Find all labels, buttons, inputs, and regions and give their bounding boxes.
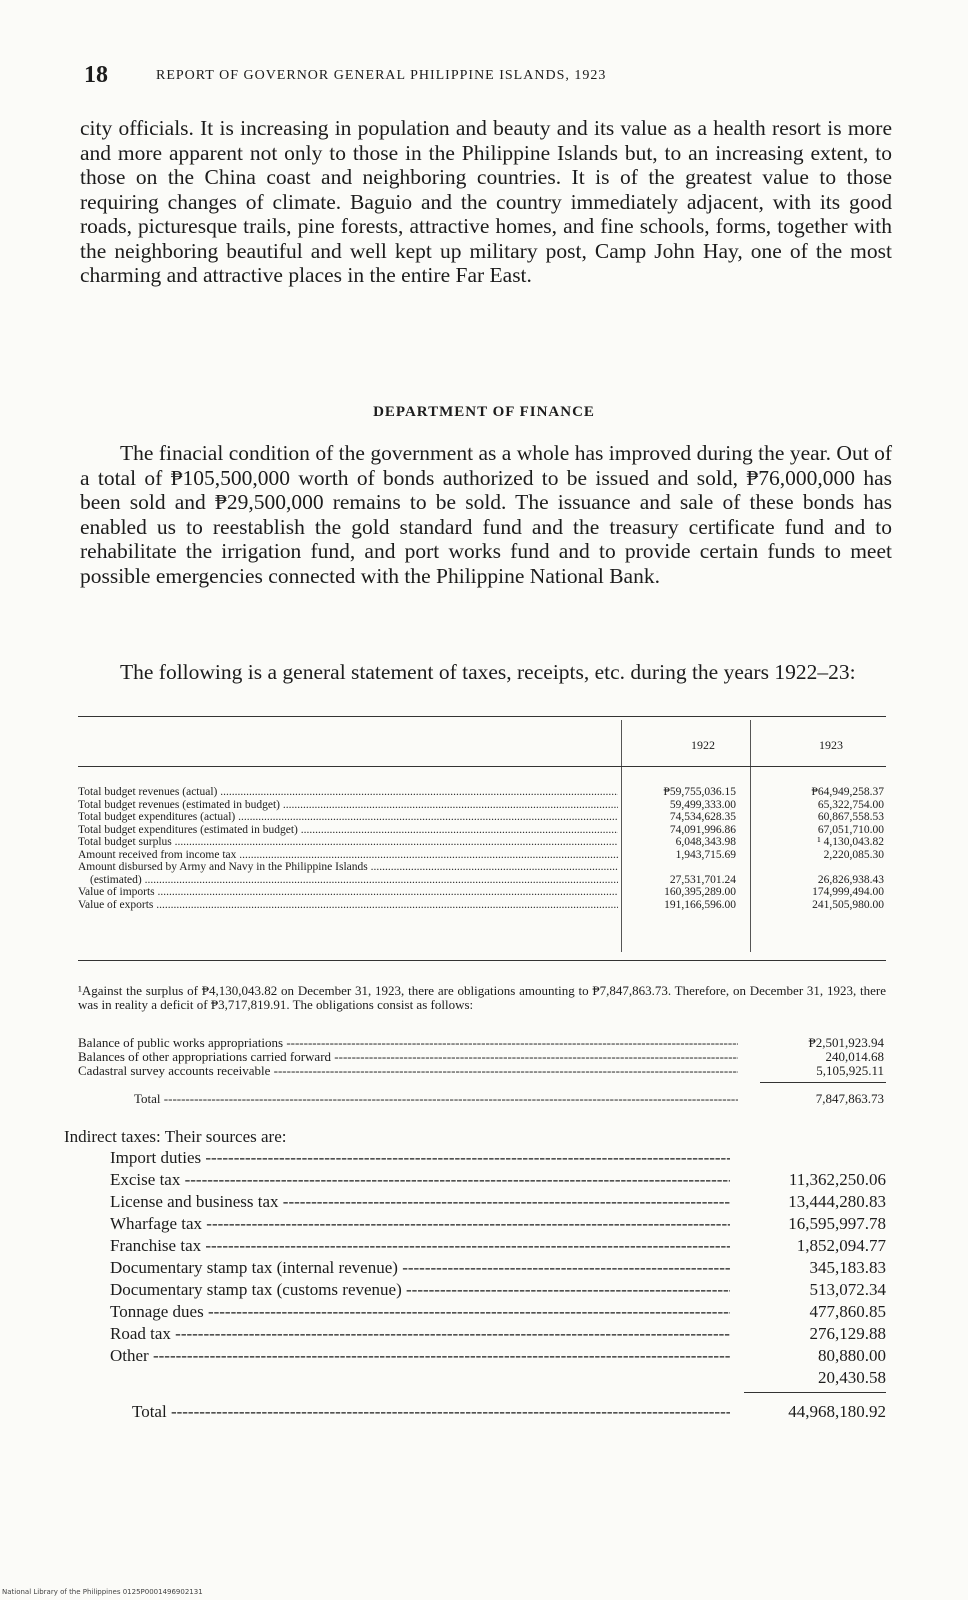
tax-label: Other ----- bbox=[110, 1346, 730, 1366]
value-1923: 2,220,085.30 bbox=[823, 848, 884, 861]
value-1922: 6,048,343.98 bbox=[675, 836, 736, 848]
tax-value: 513,072.34 bbox=[809, 1280, 886, 1299]
table-bottom-rule bbox=[78, 960, 886, 961]
tax-label: Road tax ----- bbox=[110, 1324, 730, 1344]
value-1923: 60,867,558.53 bbox=[817, 811, 884, 823]
statement-intro-paragraph: The following is a general statement of taxes, receipts, etc. during the years 1922–23: bbox=[120, 660, 856, 684]
value-1922: 191,166,596.00 bbox=[664, 898, 736, 911]
intro-paragraph: city officials. It is increasing in population and beauty and its value as a health resort is more and more apparent not only to those in the Philippine Islands but, to an increasing extent, to those on the China coast and neighboring countries. It is of the greatest value to those requiring changes of climate. Baguio and the country immediately adjacent, with its good roads, picturesque trails, pine forests, attractive homes, and fine schools, forms, together with the neighboring beautiful and well kept up military post, Camp John Hay, one of the most charming and attractive places in the entire Far East. bbox=[80, 116, 892, 287]
column-header-1923: 1923 bbox=[819, 738, 843, 752]
tax-label: Excise tax ----- bbox=[110, 1170, 730, 1190]
row-label: Total budget expenditures (actual) ..... bbox=[78, 811, 618, 824]
finance-paragraph: The finacial condition of the government as a whole has improved during the year. Out of a total of ₱105,500,000 worth of bonds authorized to be issued and sold, ₱76,000,000 has been sold and ₱29,500,000 remains to be sold. The issuance and sale of these bonds has enabled us to reestablish the gold standard fund and the treasury certificate fund and to rehabilitate the irrigation fund, and port works fund and to provide certain funds to meet possible emergencies connected with the Philippine National Bank. bbox=[80, 441, 892, 588]
value-1923: 241,505,980.00 bbox=[812, 898, 884, 911]
tax-value: 11,362,250.06 bbox=[788, 1170, 886, 1189]
section-heading: DEPARTMENT OF FINANCE bbox=[373, 404, 595, 420]
tax-value: 13,444,280.83 bbox=[788, 1192, 886, 1211]
row-label: (estimated) ..... bbox=[78, 874, 618, 887]
value-1923: 174,999,494.00 bbox=[812, 886, 884, 898]
value-1922: 27,531,701.24 bbox=[669, 873, 736, 886]
row-label: Total budget revenues (estimated in budget) ..... bbox=[78, 799, 618, 812]
row-label: Total budget surplus ..... bbox=[78, 836, 618, 849]
tax-label: Documentary stamp tax (internal revenue) ----- bbox=[110, 1258, 730, 1278]
obligation-value: 5,105,925.11 bbox=[816, 1063, 884, 1078]
obligation-total-value: 7,847,863.73 bbox=[815, 1091, 884, 1106]
page-number: 18 bbox=[84, 62, 108, 88]
tax-label: Wharfage tax ----- bbox=[110, 1214, 730, 1234]
value-1923: 67,051,710.00 bbox=[817, 823, 884, 836]
table-divider bbox=[750, 720, 751, 952]
value-1923: 26,826,938.43 bbox=[817, 873, 884, 886]
value-1923: ¹ 4,130,043.82 bbox=[817, 836, 884, 848]
tax-value: 276,129.88 bbox=[809, 1324, 886, 1343]
footnote-text: ¹Against the surplus of ₱4,130,043.82 on December 31, 1923, there are obligations amounting to ₱7,847,863.73. Therefore, on December 31, 1923, there was in reality a deficit of ₱3,717,819.91. The obligations consist as follows: bbox=[78, 983, 886, 1012]
value-1922: 59,499,333.00 bbox=[669, 798, 736, 811]
obligation-label: Balance of public works appropriations ----- bbox=[78, 1036, 738, 1050]
value-1922: ₱59,755,036.15 bbox=[663, 786, 736, 798]
tax-value: 345,183.83 bbox=[809, 1258, 886, 1277]
table-header-rule bbox=[78, 766, 886, 767]
row-label: Total budget revenues (actual) ..... bbox=[78, 786, 618, 799]
tax-label: Tonnage dues ----- bbox=[110, 1302, 730, 1322]
tax-label: Franchise tax ----- bbox=[110, 1236, 730, 1256]
value-1922: 1,943,715.69 bbox=[675, 848, 736, 861]
tax-value: 16,595,997.78 bbox=[788, 1214, 886, 1233]
row-label: Value of imports ..... bbox=[78, 886, 618, 899]
obligation-total-label: Total ----- bbox=[78, 1092, 738, 1106]
tax-value: 477,860.85 bbox=[809, 1302, 886, 1321]
obligation-label: Cadastral survey accounts receivable ----- bbox=[78, 1064, 738, 1078]
statement-table bbox=[78, 716, 886, 960]
tax-total-rule bbox=[744, 1392, 886, 1393]
obligation-value: 240,014.68 bbox=[825, 1049, 884, 1064]
tax-total-label: Total ----- bbox=[132, 1402, 730, 1422]
value-1922: 160,395,289.00 bbox=[664, 886, 736, 898]
tax-value: 1,852,094.77 bbox=[796, 1236, 886, 1255]
page-header bbox=[84, 62, 884, 92]
obligation-label: Balances of other appropriations carried forward ----- bbox=[78, 1050, 738, 1064]
value-1922: 74,091,996.86 bbox=[669, 823, 736, 836]
value-1922: 74,534,628.35 bbox=[669, 811, 736, 823]
column-header-1922: 1922 bbox=[691, 738, 715, 752]
value-1923: ₱64,949,258.37 bbox=[811, 786, 884, 798]
obligation-value: ₱2,501,923.94 bbox=[808, 1035, 884, 1050]
tax-total-value: 44,968,180.92 bbox=[788, 1402, 886, 1421]
indirect-taxes-heading: Indirect taxes: Their sources are: bbox=[64, 1127, 287, 1146]
row-label: Value of exports ..... bbox=[78, 899, 618, 912]
tax-label: Documentary stamp tax (customs revenue) ----- bbox=[110, 1280, 730, 1300]
tax-label: Import duties ----- bbox=[110, 1148, 730, 1168]
running-head: REPORT OF GOVERNOR GENERAL PHILIPPINE ISLANDS, 1923 bbox=[156, 68, 607, 83]
tax-label: License and business tax ----- bbox=[110, 1192, 730, 1212]
tax-value: 80,880.00 bbox=[818, 1346, 886, 1365]
value-1923: 65,322,754.00 bbox=[817, 798, 884, 811]
row-label: Total budget expenditures (estimated in budget) ..... bbox=[78, 824, 618, 837]
tax-extra-value: 20,430.58 bbox=[818, 1368, 886, 1387]
total-rule bbox=[760, 1082, 886, 1083]
row-label: Amount disbursed by Army and Navy in the Philippine Islands ..... bbox=[78, 861, 618, 874]
row-label: Amount received from income tax ..... bbox=[78, 849, 618, 862]
scan-credit: National Library of the Philippines 0125P0001496902131 bbox=[2, 1588, 203, 1596]
